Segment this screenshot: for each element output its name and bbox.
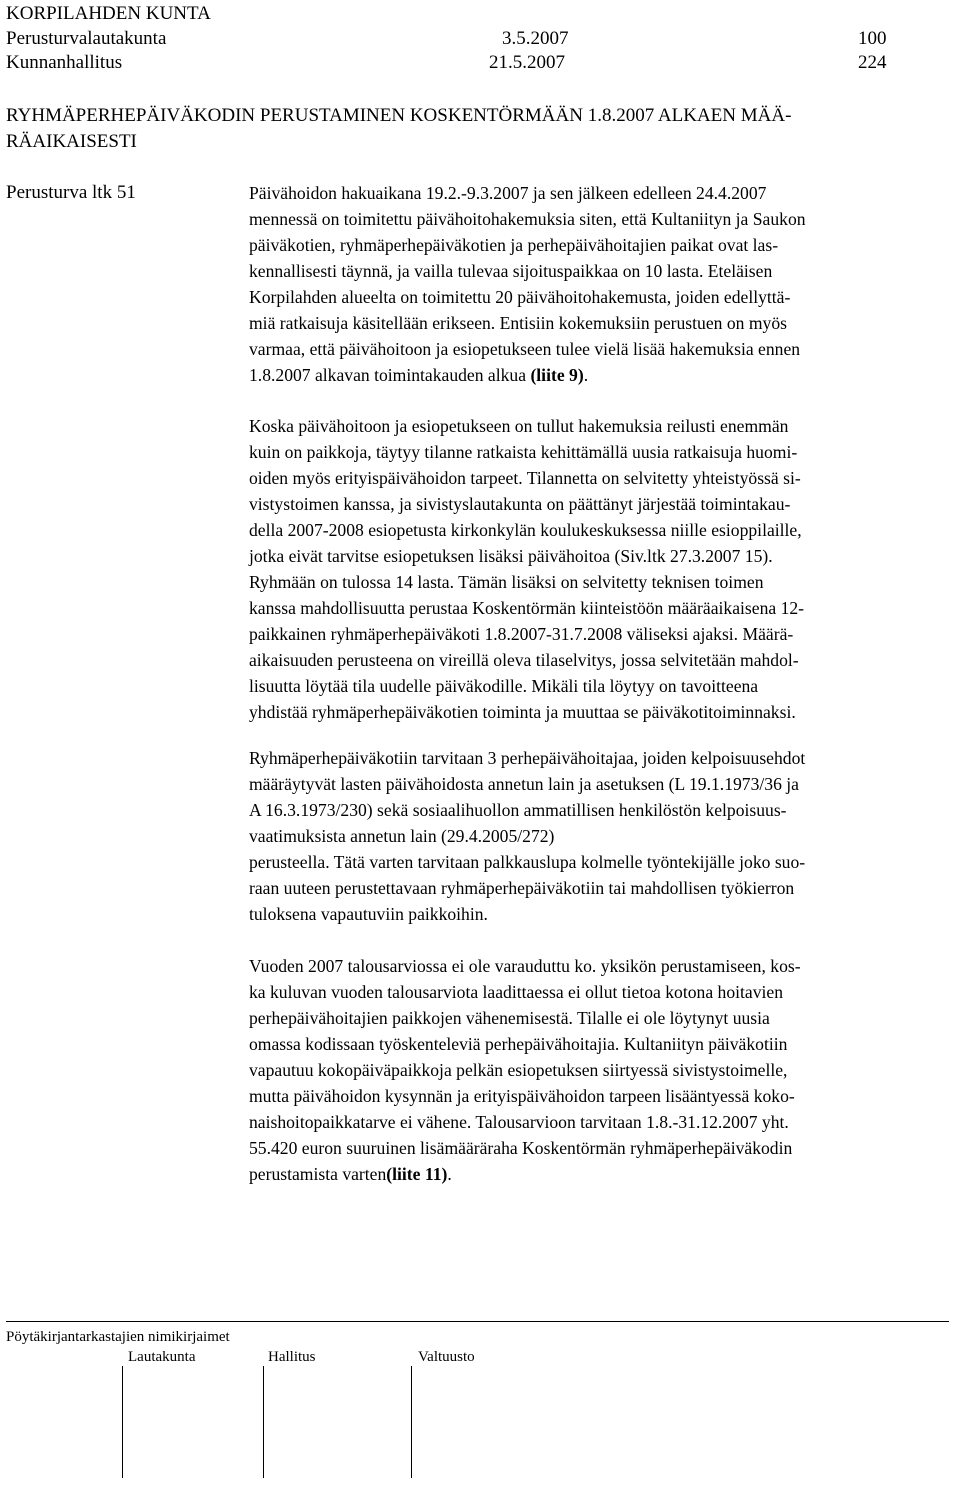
paragraph-line: omassa kodissaan työskenteleviä perhepäivähoitajia. Kultaniityn päiväkotiin	[249, 1034, 788, 1054]
paragraph-line: Koska päivähoitoon ja esiopetukseen on tullut hakemuksia reilusti enemmän	[249, 416, 789, 436]
document-title-line-2: RÄAIKAISESTI	[6, 131, 137, 152]
header-body-2: Kunnanhallitus	[6, 52, 123, 73]
paragraph-line: perhepäivähoitajien paikkojen vähenemisestä. Tilalle ei ole löytynyt uusia	[249, 1008, 770, 1028]
signature-line-lautakunta	[122, 1366, 123, 1478]
paragraph-line: mutta päivähoidon kysynnän ja erityispäivähoidon tarpeen lisääntyessä koko-	[249, 1086, 795, 1106]
section-reference: Perusturva ltk 51	[6, 182, 136, 203]
paragraph-line: varmaa, että päivähoitoon ja esiopetukseen tulee vielä lisää hakemuksia ennen	[249, 339, 801, 359]
paragraph-line: Vuoden 2007 talousarviossa ei ole varauduttu ko. yksikön perustamiseen, kos-	[249, 956, 801, 976]
paragraph-line	[249, 1161, 954, 1187]
header-body-1: Perusturvalautakunta	[6, 28, 167, 49]
document-title-line-1: RYHMÄPERHEPÄIVÄKODIN PERUSTAMINEN KOSKENTÖRMÄÄN 1.8.2007 ALKAEN MÄÄ-	[6, 105, 792, 126]
paragraph-text: 1.8.2007 alkavan toimintakauden alkua	[249, 365, 531, 385]
paragraph-3	[249, 745, 954, 927]
paragraph-line	[249, 362, 954, 388]
paragraph-line: 55.420 euron suuruinen lisämääräraha Koskentörmän ryhmäperhepäiväkodin	[249, 1138, 793, 1158]
paragraph-text: perustamista varten	[249, 1164, 387, 1184]
paragraph-line: paikkainen ryhmäperhepäiväkoti 1.8.2007-31.7.2008 väliseksi ajaksi. Määrä-	[249, 624, 794, 644]
paragraph-line: Päivähoidon hakuaikana 19.2.-9.3.2007 ja sen jälkeen edelleen 24.4.2007	[249, 183, 767, 203]
paragraph-2	[249, 413, 954, 725]
footer-label: Pöytäkirjantarkastajien nimikirjaimet	[6, 1329, 230, 1345]
paragraph-text: .	[447, 1164, 452, 1184]
paragraph-line: Ryhmäperhepäiväkotiin tarvitaan 3 perhepäivähoitajaa, joiden kelpoisuusehdot	[249, 748, 806, 768]
header-page-1: 100	[858, 28, 887, 49]
footer-column-valtuusto: Valtuusto	[418, 1349, 475, 1365]
paragraph-line: oiden myös erityispäivähoidon tarpeet. Tilannetta on selvitetty yhteistyössä si-	[249, 468, 801, 488]
paragraph-text: .	[583, 365, 589, 385]
footer-column-lautakunta: Lautakunta	[128, 1349, 196, 1365]
paragraph-line: päiväkotien, ryhmäperhepäiväkotien ja perhepäivähoitajien paikat ovat las-	[249, 235, 779, 255]
paragraph-line: mennessä on toimitettu päivähoitohakemuksia siten, että Kultaniityn ja Saukon	[249, 209, 806, 229]
paragraph-line: jotka eivät tarvitse esiopetuksen lisäksi päivähoitoa (Siv.ltk 27.3.2007 15).	[249, 546, 773, 566]
paragraph-line: kuin on paikkoja, täytyy tilanne ratkaista kehittämällä uusia ratkaisuja huomi-	[249, 442, 798, 462]
paragraph-line: aikaisuuden perusteena on vireillä oleva tilaselvitys, jossa selvitetään mahdol-	[249, 650, 799, 670]
paragraph-line: Korpilahden alueelta on toimitettu 20 päivähoitohakemusta, joiden edellyttä-	[249, 287, 791, 307]
paragraph-line: vaatimuksista annetun lain (29.4.2005/272)	[249, 826, 555, 846]
paragraph-line: perusteella. Tätä varten tarvitaan palkkauslupa kolmelle työntekijälle joko suo-	[249, 852, 806, 872]
attachment-ref-9: (liite 9)	[530, 365, 584, 385]
paragraph-line: A 16.3.1973/230) sekä sosiaalihuollon ammatillisen henkilöstön kelpoisuus-	[249, 800, 787, 820]
paragraph-line: tuloksena vapautuviin paikkoihin.	[249, 904, 488, 924]
header-page-2: 224	[858, 52, 887, 73]
paragraph-line: naishoitopaikkatarve ei vähene. Talousarvioon tarvitaan 1.8.-31.12.2007 yht.	[249, 1112, 789, 1132]
paragraph-line: raan uuteen perustettavaan ryhmäperhepäiväkotiin tai mahdollisen työkierron	[249, 878, 795, 898]
paragraph-line: della 2007-2008 esiopetusta kirkonkylän koulukeskuksessa niille esioppilaille,	[249, 520, 802, 540]
paragraph-4	[249, 953, 954, 1187]
paragraph-line: vistystoimen kanssa, ja sivistyslautakunta on päättänyt järjestää toimintakau-	[249, 494, 791, 514]
paragraph-line: kanssa mahdollisuutta perustaa Koskentörmän kiinteistöön määräaikaisena 12-	[249, 598, 805, 618]
header-date-1: 3.5.2007	[502, 28, 569, 49]
footer-column-hallitus: Hallitus	[268, 1349, 316, 1365]
paragraph-1	[249, 180, 954, 388]
paragraph-line: lisuutta löytää tila uudelle päiväkodille. Mikäli tila löytyy on tavoitteena	[249, 676, 759, 696]
paragraph-line: Ryhmään on tulossa 14 lasta. Tämän lisäksi on selvitetty teknisen toimen	[249, 572, 764, 592]
attachment-ref-11: (liite 11)	[386, 1164, 448, 1184]
header-date-2: 21.5.2007	[489, 52, 565, 73]
signature-line-valtuusto	[411, 1366, 412, 1478]
paragraph-line: ka kuluvan vuoden talousarviota laadittaessa ei ollut tietoa kotona hoitavien	[249, 982, 784, 1002]
paragraph-line: kennallisesti täynnä, ja vailla tulevaa sijoituspaikkaa on 10 lasta. Eteläisen	[249, 261, 773, 281]
footer-divider	[6, 1321, 949, 1322]
paragraph-line: miä ratkaisuja käsitellään erikseen. Entisiin kokemuksiin perustuen on myös	[249, 313, 787, 333]
signature-line-hallitus	[263, 1366, 264, 1478]
paragraph-line: määräytyvät lasten päivähoidosta annetun lain ja asetuksen (L 19.1.1973/36 ja	[249, 774, 799, 794]
paragraph-line: yhdistää ryhmäperhepäiväkotien toiminta ja muuttaa se päiväkotitoiminnaksi.	[249, 702, 796, 722]
organization-name: KORPILAHDEN KUNTA	[6, 3, 211, 24]
paragraph-line: vapautuu kokopäiväpaikkoja pelkän esiopetuksen siirtyessä sivistystoimelle,	[249, 1060, 788, 1080]
